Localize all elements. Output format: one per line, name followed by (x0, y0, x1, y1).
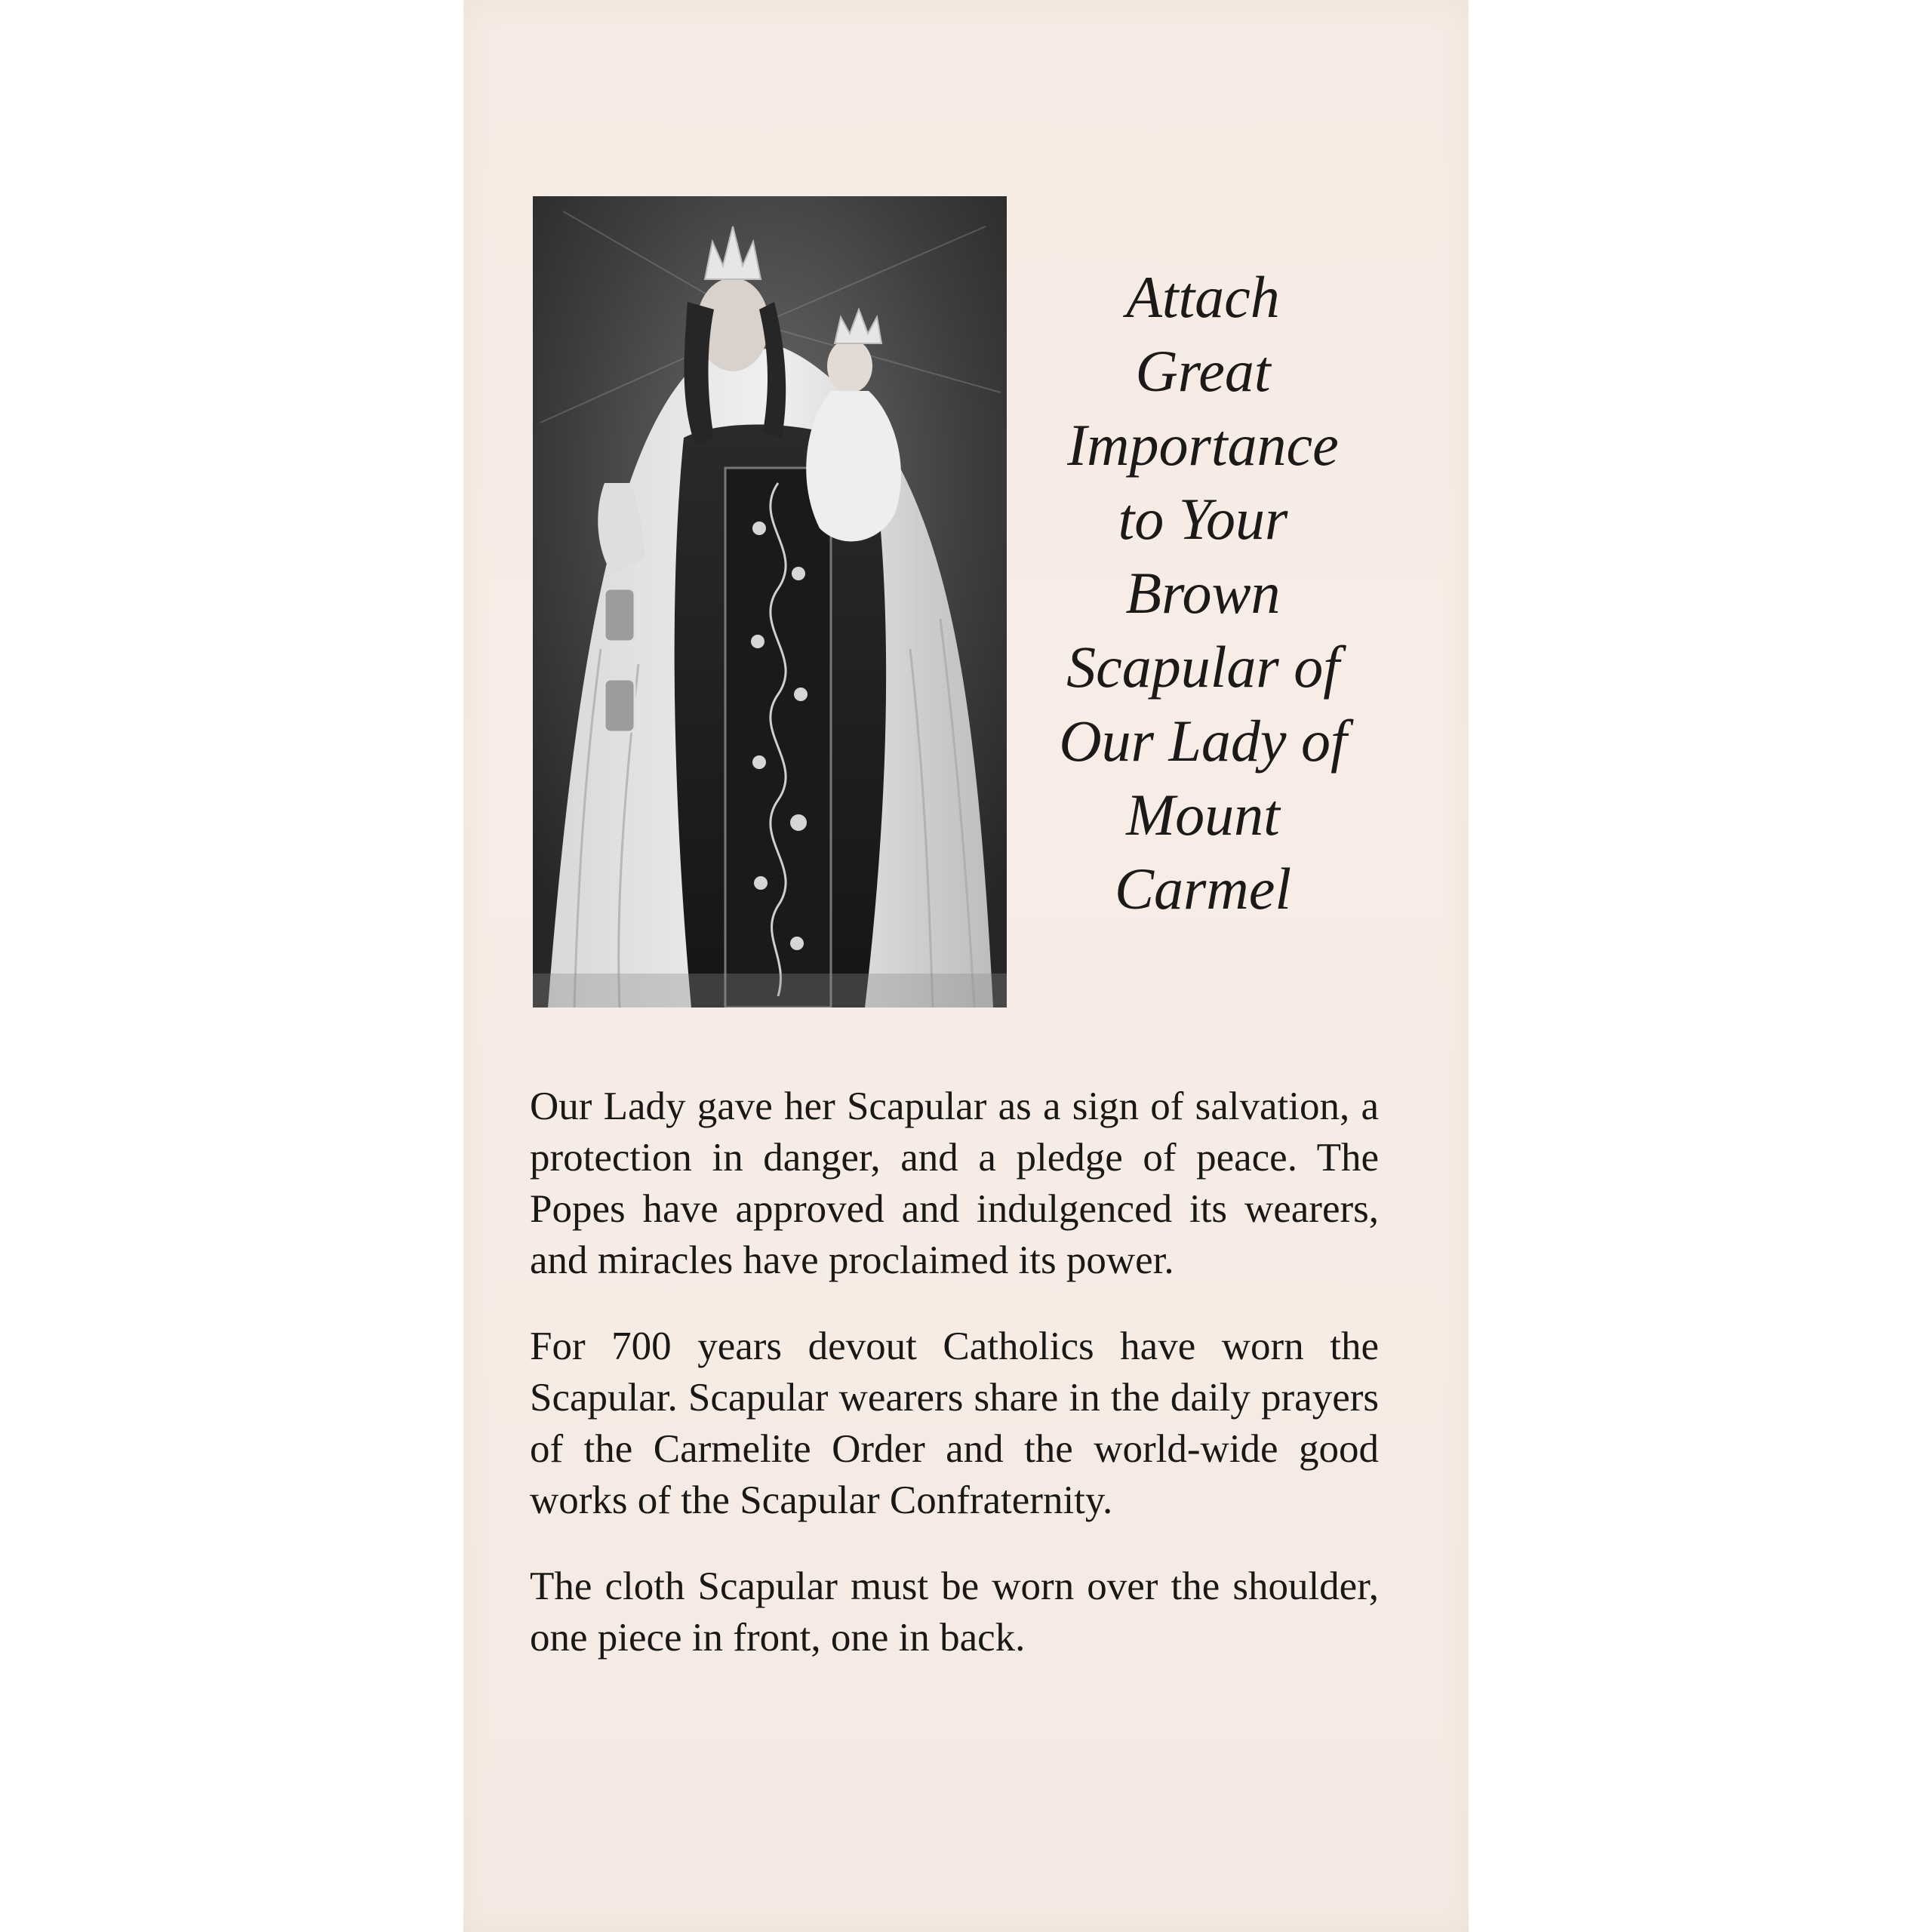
title-line: Brown (1125, 560, 1281, 626)
pamphlet-title (1014, 260, 1392, 926)
title-line: Attach (1126, 264, 1280, 330)
paragraph-700-years: For 700 years devout Catholics have worn the Scapular. Scapular wearers share in the daily prayers of the Carmelite Order and the world-wide good works of the Scapular Confraternity. (530, 1324, 1379, 1522)
title-line: Our Lady of (1059, 708, 1347, 774)
title-line: Mount (1126, 782, 1280, 848)
madonna-statue-image (533, 196, 1007, 1008)
title-line: Importance (1067, 412, 1339, 478)
body-text (530, 1081, 1379, 1698)
title-line: Carmel (1115, 856, 1291, 921)
title-line: Great (1135, 338, 1271, 404)
title-line: Scapular of (1066, 634, 1340, 700)
madonna-photo (533, 196, 1007, 1008)
pamphlet-page (463, 0, 1469, 1932)
title-line: to Your (1118, 486, 1288, 552)
paragraph-scapular-sign: Our Lady gave her Scapular as a sign of salvation, a protection in danger, and a pledge of peace. The Popes have approved and indulgenced its wearers, and miracles have proclaimed its power. (530, 1084, 1379, 1282)
paragraph-how-to-wear: The cloth Scapular must be worn over the shoulder, one piece in front, one in back. (530, 1564, 1379, 1660)
